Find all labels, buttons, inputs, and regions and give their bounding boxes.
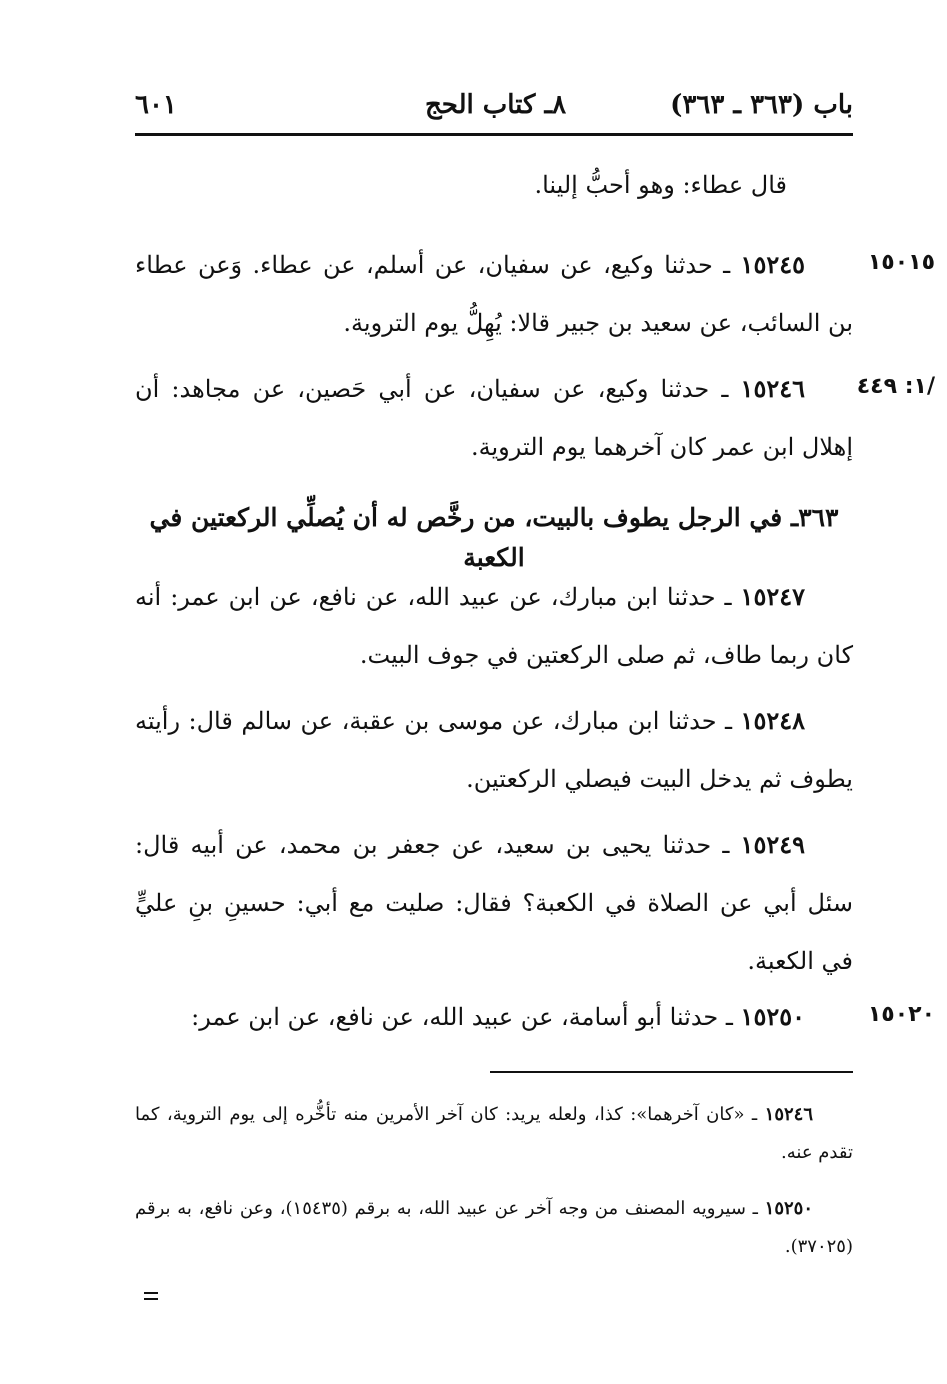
hadith-number: ١٥٢٤٩ <box>740 830 805 859</box>
footnote-number: ١٥٢٤٦ <box>764 1104 813 1125</box>
footnote-15250 <box>135 1190 853 1266</box>
hadith-15248 <box>135 692 853 808</box>
chapter-range: باب (٣٦٣ ـ ٣٦٣) <box>670 90 853 120</box>
hadith-text: ـ حدثنا وكيع، عن سفيان، عن أبي حَصين، عن مجاهد: أن إهلال ابن عمر كان آخرهما يوم التروية. <box>135 375 853 461</box>
hadith-number: ١٥٢٤٧ <box>740 582 805 611</box>
hadith-15247 <box>135 568 853 684</box>
hadith-text: ـ حدثنا يحيى بن سعيد، عن جعفر بن محمد، عن أبيه قال: سئل أبي عن الصلاة في الكعبة؟ فقال: صليت مع أبي: حسينِ بنِ عليٍّ في الكعبة. <box>135 831 853 975</box>
page-header <box>135 86 853 130</box>
hadith-text: ـ حدثنا وكيع، عن سفيان، عن أسلم، عن عطاء. وَعن عطاء بن السائب، عن سعيد بن جبير قالا: يُهِلُّ يوم التروية. <box>135 251 853 337</box>
hadith-15249 <box>135 816 853 990</box>
hadith-number: ١٥٢٥٠ <box>740 1002 805 1031</box>
footnote-text: ـ سيرويه المصنف من وجه آخر عن عبيد الله، به برقم (١٥٤٣٥)، وعن نافع، به برقم (٣٧٠٢٥). <box>135 1198 853 1257</box>
hadith-15250 <box>135 988 853 1046</box>
hadith-text: ـ حدثنا ابن مبارك، عن عبيد الله، عن نافع، عن ابن عمر: أنه كان ربما طاف، ثم صلى الركعتين في جوف البيت. <box>135 583 853 669</box>
hadith-number: ١٥٢٤٦ <box>740 374 805 403</box>
header-rule <box>135 133 853 136</box>
hadith-text: ـ حدثنا أبو أسامة، عن عبيد الله، عن نافع، عن ابن عمر: <box>191 1003 741 1031</box>
chapter-heading: ٣٦٣ـ في الرجل يطوف بالبيت، من رخَّص له أن يُصلِّي الركعتين في الكعبة <box>149 503 839 572</box>
book-title: ٨ـ كتاب الحج <box>425 90 567 120</box>
hadith-number: ١٥٢٤٥ <box>740 250 805 279</box>
margin-note-15020: ١٥٠٢٠ <box>867 1002 935 1027</box>
intro-line: قال عطاء: وهو أحبُّ إلينا. <box>534 171 787 199</box>
footnote-rule <box>490 1071 853 1073</box>
footnote-number: ١٥٢٥٠ <box>764 1198 813 1219</box>
footnote-text: ـ «كان آخرهما»: كذا، ولعله يريد: كان آخر الأمرين منه تأخُّره إلى يوم التروية، كما تقدم عنه. <box>135 1104 853 1163</box>
continuation-mark <box>144 1292 158 1300</box>
intro-text <box>534 156 787 214</box>
footnote-15246 <box>135 1096 853 1172</box>
hadith-number: ١٥٢٤٨ <box>740 706 805 735</box>
margin-note-15015: ١٥٠١٥ <box>867 250 935 275</box>
page-number: ٦٠١ <box>135 90 177 120</box>
margin-note-1-449: /١: ٤٤٩ <box>856 374 935 399</box>
hadith-15245 <box>135 236 853 352</box>
hadith-15246 <box>135 360 853 476</box>
hadith-text: ـ حدثنا ابن مبارك، عن موسى بن عقبة، عن سالم قال: رأيته يطوف ثم يدخل البيت فيصلي الركعتين. <box>135 707 853 793</box>
